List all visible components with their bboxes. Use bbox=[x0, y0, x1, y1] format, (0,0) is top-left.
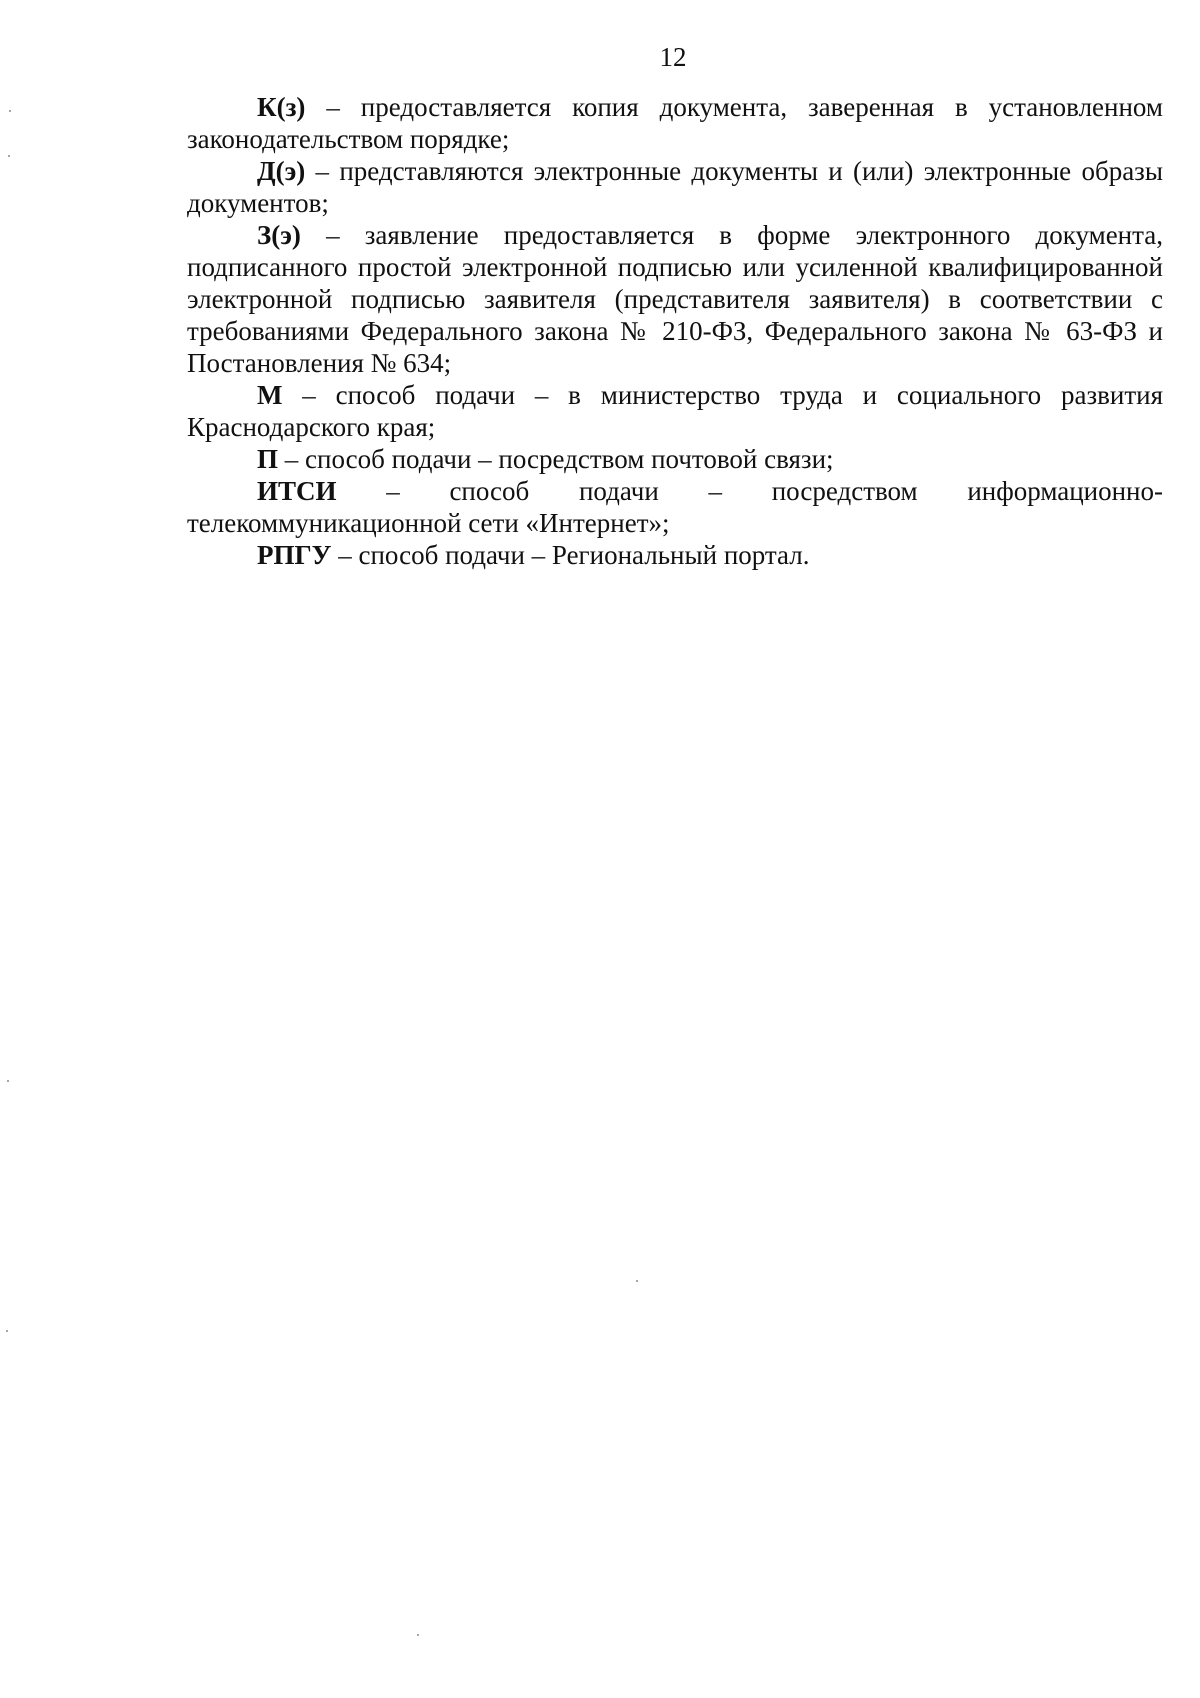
definition-text: – предоставляется копия документа, заверенная в установленном законодательством порядке; bbox=[187, 92, 1163, 154]
definition-text: – способ подачи – в министерство труда и социального развития Краснодарского края; bbox=[187, 380, 1163, 442]
definition-m bbox=[187, 379, 1163, 443]
scan-speck bbox=[7, 1080, 9, 1082]
scan-speck bbox=[417, 1634, 419, 1636]
definition-term: П bbox=[257, 444, 279, 474]
definition-text: – заявление предоставляется в форме электронного документа, подписанного простой электронной подписью или усиленной квалифицированной электронной подписью заявителя (представителя заявителя) в соответствии с требованиями Федерального закона № 210-ФЗ, Федерального закона № 63-ФЗ и Постановления № 634; bbox=[187, 220, 1163, 378]
definition-text: – способ подачи – посредством информационно-телекоммуникационной сети «Интернет»; bbox=[187, 476, 1163, 538]
page-number: 12 bbox=[659, 42, 687, 72]
definitions-list bbox=[187, 91, 1163, 571]
definition-term: Д(э) bbox=[257, 156, 306, 186]
scan-speck bbox=[6, 1330, 8, 1332]
definition-z-e bbox=[187, 219, 1163, 379]
definition-term: ИТСИ bbox=[257, 476, 337, 506]
definition-text: – способ подачи – посредством почтовой связи; bbox=[278, 444, 834, 474]
scan-speck bbox=[9, 110, 11, 112]
definition-term: М bbox=[257, 380, 283, 410]
definition-d-e bbox=[187, 155, 1163, 219]
scan-speck bbox=[8, 155, 10, 157]
definition-p bbox=[187, 443, 1163, 475]
definition-term: К(з) bbox=[257, 92, 306, 122]
scan-speck bbox=[636, 1280, 638, 1282]
definition-k-z bbox=[187, 91, 1163, 155]
definition-rpgu bbox=[187, 539, 1163, 571]
definition-term: РПГУ bbox=[257, 540, 332, 570]
definition-itsi bbox=[187, 475, 1163, 539]
definition-text: – представляются электронные документы и (или) электронные образы документов; bbox=[187, 156, 1163, 218]
definition-term: З(э) bbox=[257, 220, 301, 250]
definition-text: – способ подачи – Региональный портал. bbox=[331, 540, 810, 570]
